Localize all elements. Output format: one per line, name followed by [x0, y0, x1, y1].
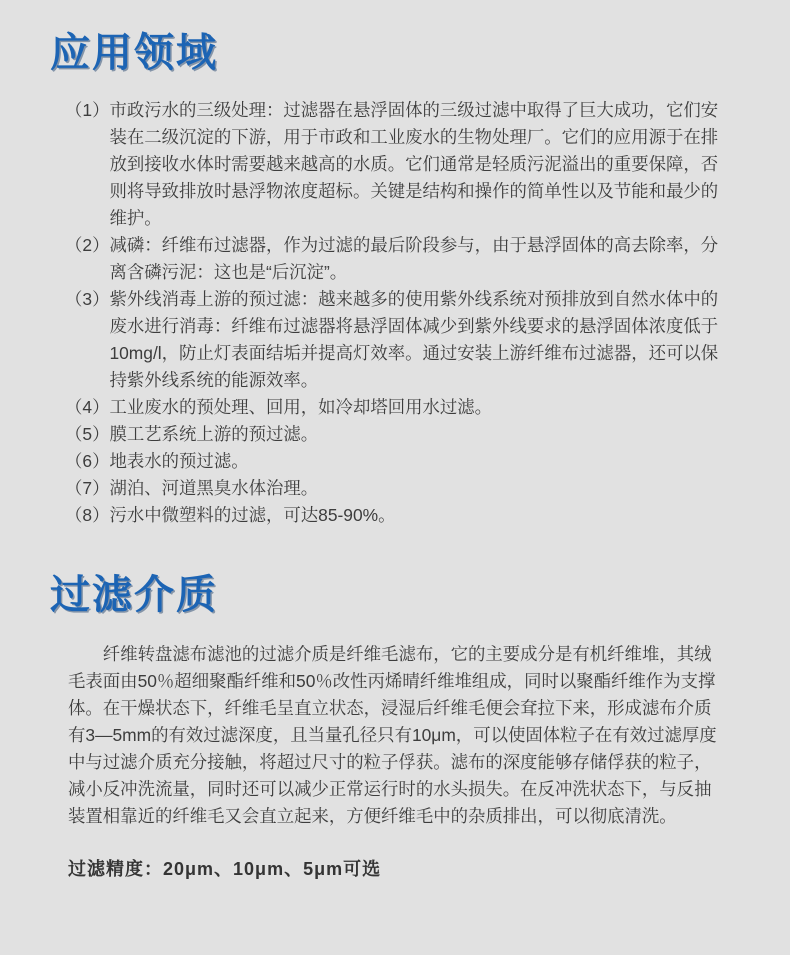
list-item [65, 286, 732, 394]
section-title-filter-media: 过滤介质 [50, 573, 218, 617]
list-item [65, 421, 732, 448]
list-item-text: 紫外线消毒上游的预过滤：越来越多的使用紫外线系统对预排放到自然水体中的废水进行消毒：纤维布过滤器将悬浮固体减少到紫外线要求的悬浮固体浓度低于 10mg/l，防止灯表面结垢并提高灯效率。通过安装上游纤维布过滤器，还可以保持紫外线系统的能源效率。 [109, 289, 719, 390]
list-item-number: （8） [65, 505, 110, 525]
list-item-text: 膜工艺系统上游的预过滤。 [109, 424, 319, 444]
filter-media-paragraph: 纤维转盘滤布滤池的过滤介质是纤维毛滤布，它的主要成分是有机纤维堆，其绒毛表面由50％超细聚酯纤维和50％改性丙烯晴纤维堆组成，同时以聚酯纤维作为支撑体。在干燥状态下，纤维毛呈直立状态，浸湿后纤维毛便会耷拉下来，形成滤布介质有3—5mm的有效过滤深度，且当量孔径只有10μm，可以使固体粒子在有效过滤厚度中与过滤介质充分接触，将超过尺寸的粒子俘获。滤布的深度能够存储俘获的粒子，减小反冲洗流量，同时还可以减少正常运行时的水头损失。在反冲洗状态下，与反抽装置相靠近的纤维毛又会直立起来，方便纤维毛中的杂质排出，可以彻底清洗。 [68, 644, 717, 826]
list-item-number: （6） [65, 451, 110, 471]
list-item-text: 地表水的预过滤。 [109, 451, 249, 471]
list-item-number: （5） [65, 424, 110, 444]
list-item [65, 97, 732, 232]
list-item-text: 污水中微塑料的过滤，可达85-90%。 [109, 505, 396, 525]
list-item-text: 工业废水的预处理、回用，如冷却塔回用水过滤。 [109, 397, 493, 417]
list-item [65, 502, 732, 529]
filter-precision-note: 过滤精度：20μm、10μm、5μm可选 [68, 859, 382, 879]
list-item [65, 394, 732, 421]
list-item-number: （2） [65, 235, 110, 255]
list-item [65, 475, 732, 502]
list-item [65, 232, 732, 286]
list-item-text: 市政污水的三级处理：过滤器在悬浮固体的三级过滤中取得了巨大成功，它们安装在二级沉淀的下游，用于市政和工业废水的生物处理厂。它们的应用源于在排放到接收水体时需要越来越高的水质。它们通常是轻质污泥溢出的重要保障，否则将导致排放时悬浮物浓度超标。关键是结构和操作的简单性以及节能和最少的维护。 [109, 100, 719, 228]
list-item-number: （3） [65, 289, 110, 309]
list-item-number: （7） [65, 478, 110, 498]
list-item-number: （1） [65, 100, 110, 120]
list-item-text: 减磷：纤维布过滤器，作为过滤的最后阶段参与，由于悬浮固体的高去除率，分离含磷污泥：这也是“后沉淀”。 [109, 235, 719, 282]
list-item [65, 448, 732, 475]
list-item-number: （4） [65, 397, 110, 417]
list-item-text: 湖泊、河道黑臭水体治理。 [109, 478, 319, 498]
section-title-application-areas: 应用领域 [50, 31, 218, 75]
application-list [65, 97, 732, 529]
